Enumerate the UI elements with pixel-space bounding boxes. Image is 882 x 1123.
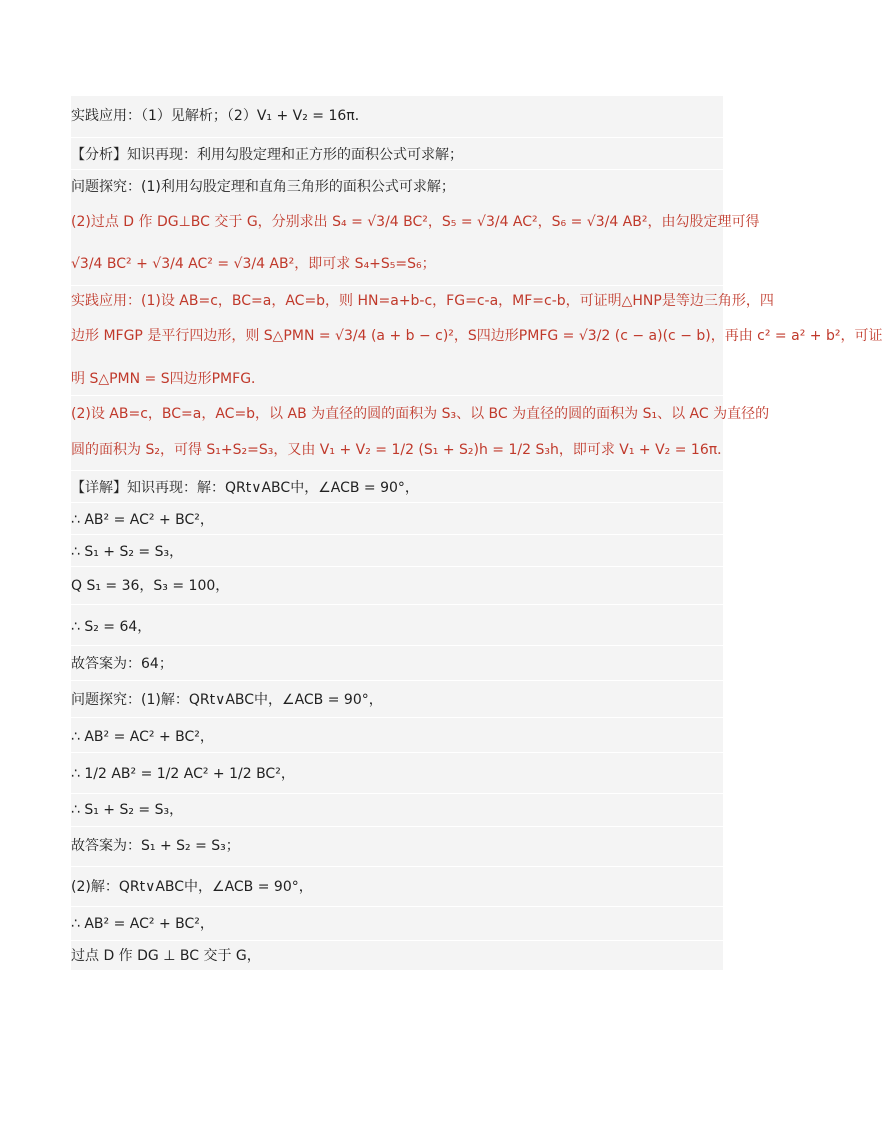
row-separator <box>71 866 723 867</box>
detail-step-line: ∴ AB² = AC² + BC²， <box>71 729 214 745</box>
row-separator <box>71 566 723 567</box>
detail-explore-2-line: (2)解：QRt∨ABC中，∠ACB = 90°， <box>71 879 313 895</box>
row-separator <box>71 169 723 170</box>
row-separator <box>71 534 723 535</box>
analysis-explore-2-line: (2)过点 D 作 DG⊥BC 交于 G，分别求出 S₄ = √3/4 BC²，S₅ = √3/4 AC²，S₆ = √3/4 AB²，由勾股定理可得 <box>71 214 760 230</box>
detail-step-line: Q S₁ = 36，S₃ = 100， <box>71 578 230 594</box>
row-separator <box>71 502 723 503</box>
row-separator <box>71 470 723 471</box>
row-separator <box>71 285 723 286</box>
analysis-practice-1-cont-line: 边形 MFGP 是平行四边形，则 S△PMN = √3/4 (a + b − c)²，S四边形PMFG = √3/2 (c − a)(c − b)，再由 c² = a² + b²，可证 <box>71 328 882 344</box>
detail-step-line: 过点 D 作 DG ⊥ BC 交于 G， <box>71 948 261 964</box>
row-separator <box>71 793 723 794</box>
detail-step-line: ∴ S₁ + S₂ = S₃， <box>71 544 184 560</box>
answer-practice-line: 实践应用：（1）见解析；（2）V₁ + V₂ = 16π． <box>71 108 369 124</box>
detail-explore-1-line: 问题探究：(1)解：QRt∨ABC中，∠ACB = 90°， <box>71 692 383 708</box>
row-separator <box>71 717 723 718</box>
detail-knowledge-line: 【详解】知识再现：解：QRt∨ABC中，∠ACB = 90°， <box>71 480 419 496</box>
row-separator <box>71 680 723 681</box>
analysis-explore-1-line: 问题探究：(1)利用勾股定理和直角三角形的面积公式可求解； <box>71 179 455 195</box>
analysis-practice-2-line: (2)设 AB=c，BC=a，AC=b，以 AB 为直径的圆的面积为 S₃、以 BC 为直径的圆的面积为 S₁、以 AC 为直径的 <box>71 406 770 422</box>
detail-answer-line: 故答案为：S₁ + S₂ = S₃； <box>71 838 240 854</box>
analysis-practice-1-end-line: 明 S△PMN = S四边形PMFG． <box>71 371 266 387</box>
detail-step-line: ∴ 1/2 AB² = 1/2 AC² + 1/2 BC²， <box>71 766 295 782</box>
row-separator <box>71 137 723 138</box>
analysis-practice-1-line: 实践应用：(1)设 AB=c，BC=a，AC=b，则 HN=a+b-c，FG=c-a，MF=c-b，可证明△HNP是等边三角形，四 <box>71 293 774 309</box>
detail-step-line: ∴ AB² = AC² + BC²， <box>71 916 214 932</box>
detail-step-line: ∴ AB² = AC² + BC²， <box>71 512 214 528</box>
detail-answer-line: 故答案为：64； <box>71 656 173 672</box>
analysis-knowledge-line: 【分析】知识再现：利用勾股定理和正方形的面积公式可求解； <box>71 147 463 163</box>
analysis-practice-2-cont-line: 圆的面积为 S₂，可得 S₁+S₂=S₃，又由 V₁ + V₂ = 1/2 (S₁ + S₂)h = 1/2 S₃h，即可求 V₁ + V₂ = 16π． <box>71 442 732 458</box>
row-separator <box>71 395 723 396</box>
detail-step-line: ∴ S₂ = 64， <box>71 619 152 635</box>
row-separator <box>71 906 723 907</box>
row-separator <box>71 826 723 827</box>
row-separator <box>71 645 723 646</box>
analysis-explore-2-cont-line: √3/4 BC² + √3/4 AC² = √3/4 AB²，即可求 S₄+S₅=S₆； <box>71 256 436 272</box>
row-separator <box>71 604 723 605</box>
row-separator <box>71 752 723 753</box>
detail-step-line: ∴ S₁ + S₂ = S₃， <box>71 802 184 818</box>
row-separator <box>71 940 723 941</box>
